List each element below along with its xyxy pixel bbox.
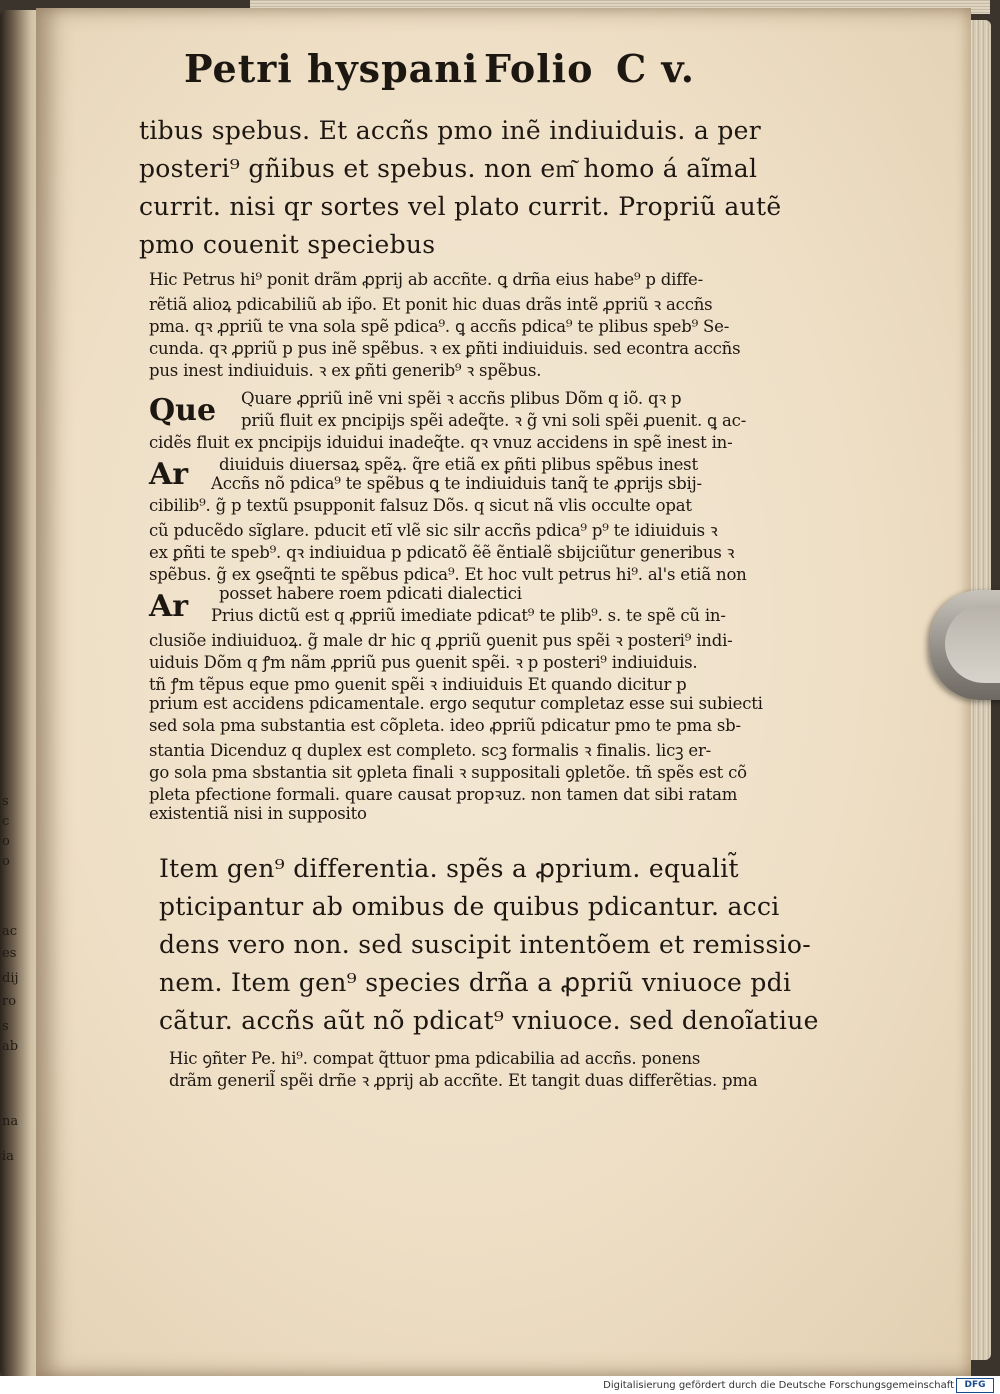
left-margin-fragment: na bbox=[2, 1114, 19, 1129]
funding-credit: Digitalisierung gefördert durch die Deutsche Forschungsgemeinschaft bbox=[603, 1380, 954, 1391]
left-margin-fragment: ia bbox=[2, 1149, 14, 1164]
commentary-line: pma. qꝛ ꝓpriũ te vna sola spẽ pdica⁹. ꝗ accñs pdica⁹ te plibus speb⁹ Se- bbox=[149, 317, 730, 336]
argument-line: Accñs nõ pdica⁹ te spẽbus ꝗ te indiuiduis tanq̃ te ꝓprijs sbij- bbox=[211, 474, 702, 493]
argument-line: cũ pducẽdo sĩglare. pducit etĩ vlẽ sic silr accñs pdica⁹ p⁹ te idiuiduis ꝛ bbox=[149, 521, 718, 540]
book-page bbox=[36, 8, 971, 1376]
argument-line: go sola pma sbstantia sit ꝯpleta finali ꝛ suppositali ꝯpletõe. tñ spẽs est cõ bbox=[149, 763, 747, 782]
left-margin-fragment: ro bbox=[2, 994, 17, 1009]
folio-label: Folio bbox=[484, 46, 594, 91]
commentary-line: rẽtiã alioꝝ pdicabiliũ ab ip̃o. Et ponit hic duas drãs intẽ ꝓpriũ ꝛ accñs bbox=[149, 295, 713, 314]
argument-line: spẽbus. g̃ ex ꝯseq̃nti te spẽbus pdica⁹. Et hoc vult petrus hi⁹. al's etiã non bbox=[149, 565, 747, 584]
question-line: priũ fluit ex pncipijs spẽi adeq̃te. ꝛ g̃ vni soli spẽi ꝓuenit. ꝗ ac- bbox=[241, 411, 747, 430]
argument-line: posset habere roem pdicati dialectici bbox=[219, 584, 522, 603]
question-initial: Que bbox=[149, 393, 217, 428]
left-margin-fragment: c bbox=[2, 814, 10, 829]
argument-line: cibilib⁹. g̃ p textũ psupponit falsuz Dõs. q sicut nã vlis occulte opat bbox=[149, 496, 692, 515]
argument-line: stantia Dicenduz q duplex est completo. scꝫ formalis ꝛ finalis. licꝫ er- bbox=[149, 741, 712, 760]
commentary-line: Hic Petrus hi⁹ ponit drãm ꝓprij ab accñte. ꝗ drña eius habe⁹ p diffe- bbox=[149, 270, 703, 289]
left-margin-fragment: ab bbox=[2, 1039, 19, 1054]
argument-line: Prius dictũ est q ꝓpriũ imediate pdicat⁹ te plib⁹. s. te spẽ cũ in- bbox=[211, 606, 726, 625]
text-line: dens vero non. sed suscipit intentõem et remissio- bbox=[159, 930, 811, 959]
argument-line: clusiõe indiuiduoꝝ. g̃ male dr hic q ꝓpriũ ꝯuenit pus spẽi ꝛ posteri⁹ indi- bbox=[149, 631, 733, 650]
commentary-line: Hic ꝯñter Pe. hi⁹. compat q̃ttuor pma pdicabilia ad accñs. ponens bbox=[169, 1049, 701, 1068]
question-line: Quare ꝓpriũ inẽ vni spẽi ꝛ accñs plibus Dõm q iõ. qꝛ p bbox=[241, 389, 682, 408]
text-line: posteri⁹ gñibus et spebus. non em͂ homo á aĩmal bbox=[139, 154, 758, 183]
running-title: Petri hyspani bbox=[184, 46, 479, 91]
text-line: Item gen⁹ differentia. spẽs a ꝓprium. equalit̃ bbox=[159, 854, 739, 883]
text-line: tibus spebus. Et accñs pmo inẽ indiuiduis. a per bbox=[139, 116, 761, 145]
left-margin-fragment: dij bbox=[2, 971, 19, 986]
text-line: pmo couenit speciebus bbox=[139, 230, 436, 259]
left-margin-fragment: es bbox=[2, 946, 17, 961]
left-margin-fragment: o bbox=[2, 854, 10, 869]
text-line: nem. Item gen⁹ species drña a ꝓpriũ vniuoce pdi bbox=[159, 968, 792, 997]
argument-line: sed sola pma substantia est cõpleta. ideo ꝓpriũ pdicatur pmo te pma sb- bbox=[149, 716, 741, 735]
argument-line: pleta pfectione formali. quare causat propꝛuz. non tamen dat sibi ratam bbox=[149, 785, 738, 804]
argument-initial: Ar bbox=[149, 589, 189, 624]
question-line: cidẽs fluit ex pncipijs iduidui inadeq̃te. qꝛ vnuz accidens in spẽ inest in- bbox=[149, 433, 733, 452]
commentary-line: drãm generil̃ spẽi drñe ꝛ ꝓprij ab accñte. Et tangit duas differẽtias. pma bbox=[169, 1071, 758, 1090]
folio-number: C v. bbox=[616, 46, 695, 91]
left-margin-fragment: s bbox=[2, 794, 9, 809]
text-line: cãtur. accñs aũt nõ pdicat⁹ vniuoce. sed denoĩatiue bbox=[159, 1006, 819, 1035]
argument-line: prium est accidens pdicamentale. ergo sequtur completaz esse sui subiecti bbox=[149, 694, 763, 713]
question-line: diuiduis diuersaꝝ spẽꝝ. q̃re etiã ex ꝑñti plibus spẽbus inest bbox=[219, 455, 698, 474]
argument-line: uiduis Dõm q ꝭm nãm ꝓpriũ pus ꝯuenit spẽi. ꝛ p posteri⁹ indiuiduis. bbox=[149, 653, 698, 672]
argument-initial: Ar bbox=[149, 457, 189, 492]
argument-line: ex ꝑñti te speb⁹. qꝛ indiuidua p pdicatõ ẽẽ ẽntialẽ sbijciũtur generibus ꝛ bbox=[149, 543, 735, 562]
text-line: currit. nisi qr sortes vel plato currit. Propriũ autẽ bbox=[139, 192, 782, 221]
left-margin-fragment: o bbox=[2, 834, 10, 849]
commentary-line: cunda. qꝛ ꝓpriũ p pus inẽ spẽbus. ꝛ ex ꝑñti indiuiduis. sed econtra accñs bbox=[149, 339, 741, 358]
argument-line: tñ ꝭm tẽpus eque pmo ꝯuenit spẽi ꝛ indiuiduis Et quando dicitur p bbox=[149, 675, 687, 694]
commentary-line: pus inest indiuiduis. ꝛ ex ꝑñti generib⁹ ꝛ spẽbus. bbox=[149, 361, 542, 380]
left-margin-fragment: ac bbox=[2, 924, 18, 939]
dfg-logo: DFG bbox=[956, 1378, 994, 1393]
left-margin-fragment: s bbox=[2, 1019, 9, 1034]
text-line: pticipantur ab omibus de quibus pdicantur. acci bbox=[159, 892, 780, 921]
argument-line: existentiã nisi in supposito bbox=[149, 804, 367, 823]
